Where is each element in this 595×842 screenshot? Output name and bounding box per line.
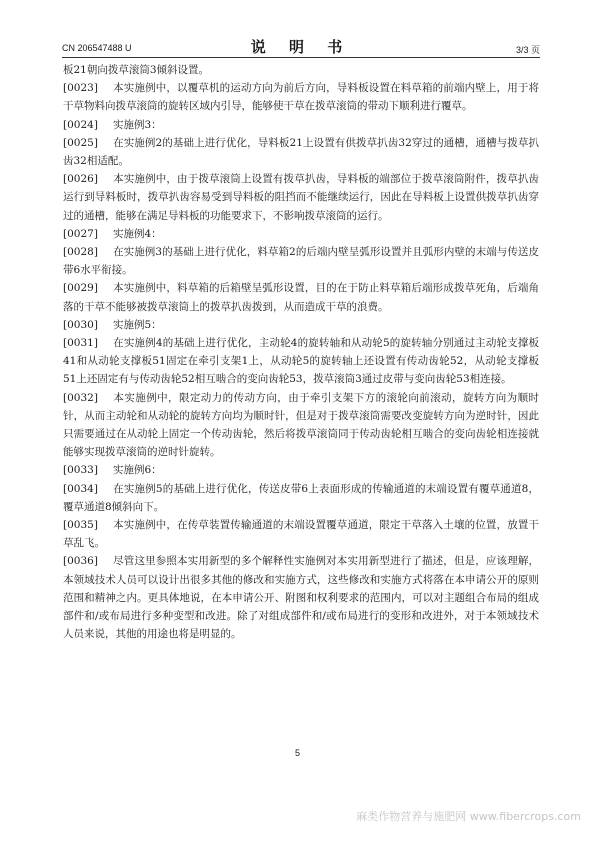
paragraph-number: [0023] [63, 82, 98, 95]
patent-number: CN 206547488 U [62, 43, 132, 53]
page-number: 5 [294, 748, 300, 758]
paragraph-number: [0036] [63, 555, 98, 568]
paragraph-text: 在实施例2的基础上进行优化，导料板21上设置有供拨草扒齿32穿过的通槽，通槽与拨草扒齿32相适配。 [63, 136, 539, 168]
paragraph-text: 在实施例4的基础上进行优化，主动轮4的旋转轴和从动轮5的旋转轴分别通过主动轮支撑板41和从动轮支撑板51固定在牵引支架1上，从动轮5的旋转轴上还设置有传动齿轮52，从动轮支撑板51上还固定有与传动齿轮52相互啮合的变向齿轮53，拨草滚筒3通过皮带与变向齿轮53相连接。 [63, 337, 539, 386]
paragraph-number: [0027] [63, 227, 98, 240]
paragraph [63, 134, 539, 170]
paragraph-number: [0035] [63, 519, 98, 532]
paragraph [63, 116, 539, 134]
paragraph-number: [0026] [63, 173, 98, 186]
header-rule [62, 57, 540, 58]
paragraph [63, 79, 539, 115]
paragraph-number: [0033] [63, 464, 98, 477]
paragraph [63, 279, 539, 315]
paragraph-number: [0034] [63, 482, 98, 495]
paragraph [63, 334, 539, 389]
document-body [63, 61, 539, 644]
paragraph-text: 实施例5： [113, 318, 162, 331]
paragraph-number: [0030] [63, 318, 98, 331]
paragraph [63, 225, 539, 243]
paragraph-number: [0025] [63, 136, 98, 149]
page-indicator: 3/3 页 [515, 45, 540, 55]
paragraph [63, 316, 539, 334]
paragraph-number: [0024] [63, 118, 98, 131]
paragraph-list [63, 79, 539, 643]
paragraph [63, 552, 539, 643]
continuation-text: 板21朝向拨草滚筒3倾斜设置。 [63, 64, 210, 76]
paragraph-text: 本实施例中，料草箱的后箱壁呈弧形设置，目的在于防止料草箱后端形成拨草死角，后端角落的干草不能够被拨草滚筒上的拨草扒齿拨到，从而造成干草的浪费。 [63, 282, 539, 313]
watermark: 麻类作物营养与施肥网 www.fibercrops.com [356, 810, 581, 823]
paragraph-number: [0028] [63, 246, 98, 259]
paragraph-text: 本实施例中，在传草装置传输通道的末端设置覆草通道，限定干草落入土壤的位置，放置干草乱飞。 [63, 519, 539, 550]
paragraph-text: 实施例3： [113, 118, 162, 131]
paragraph [63, 243, 539, 279]
paragraph-text: 尽管这里参照本实用新型的多个解释性实施例对本实用新型进行了描述，但是，应该理解，本领域技术人员可以设计出很多其他的修改和实施方式，这些修改和实施方式将落在本申请公开的原则范围和精神之内。更具体地说，在本申请公开、附图和权利要求的范围内，可以对主题组合布局的组成部件和/或布局进行多种变型和改进。除了对组成部件和/或布局进行的变形和改进外，对于本领域技术人员来说，其他的用途也将是明显的。 [63, 555, 539, 641]
paragraph [63, 461, 539, 479]
paragraph [63, 389, 539, 462]
paragraph-text: 本实施例中，以覆草机的运动方向为前后方向，导料板设置在料草箱的前端内壁上，用于将干草物料向拨草滚筒的旋转区域内引导，能够使干草在拨草滚筒的带动下顺利进行覆草。 [63, 82, 539, 113]
paragraph [63, 516, 539, 552]
paragraph-text: 在实施例3的基础上进行优化，料草箱2的后端内壁呈弧形设置并且弧形内壁的末端与传送皮带6水平衔接。 [63, 246, 539, 277]
paragraph-text: 本实施例中，限定动力的传动方向，由于牵引支架下方的滚轮向前滚动，旋转方向为顺时针，从而主动轮和从动轮的旋转方向均为顺时针，但是对于拨草滚筒需要改变旋转方向为逆时针，因此只需要通过在从动轮上固定一个传动齿轮，然后将拨草滚筒同于传动齿轮相互啮合的变向齿轮相连接就能够实现拨草滚筒的逆时针旋转。 [63, 391, 539, 459]
paragraph-number: [0031] [63, 337, 98, 350]
paragraph-text: 本实施例中，由于拨草滚筒上设置有拨草扒齿，导料板的端部位于拨草滚筒附件，拨草扒齿运行到导料板时，拨草扒齿容易受到导料板的阻挡而不能继续运行，因此在导料板上设置供拨草扒齿穿过的通槽，能够在满足导料板的功能要求下，不影响拨草滚筒的运行。 [63, 173, 539, 222]
paragraph-number: [0032] [63, 391, 98, 404]
paragraph [63, 480, 539, 516]
paragraph-number: [0029] [63, 282, 98, 295]
paragraph-text: 实施例4： [113, 227, 162, 240]
paragraph-text: 实施例6： [113, 464, 162, 477]
paragraph [63, 170, 539, 225]
document-title: 说 明 书 [250, 38, 352, 56]
paragraph-text: 在实施例5的基础上进行优化，传送皮带6上表面形成的传输通道的末端设置有覆草通道8，覆草通道8倾斜向下。 [63, 482, 539, 513]
page-header [62, 34, 540, 56]
